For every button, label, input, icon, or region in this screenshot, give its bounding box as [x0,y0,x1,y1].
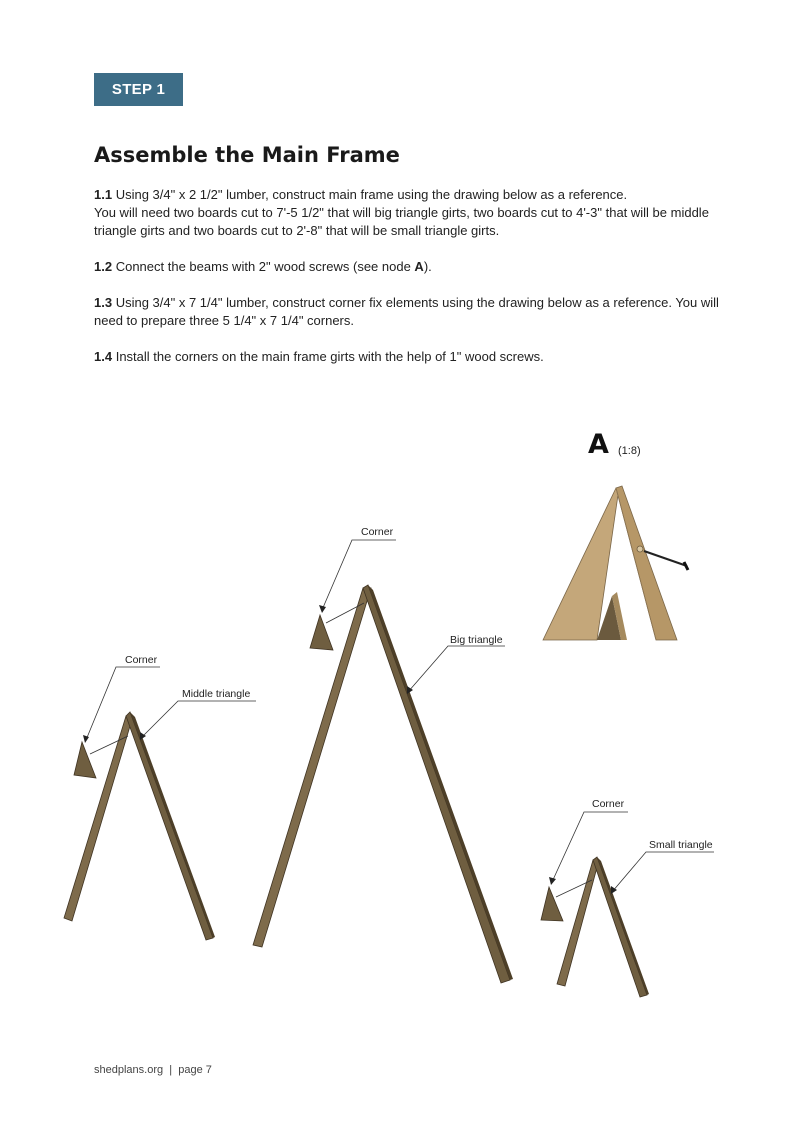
instruction-1-1: 1.1 Using 3/4" x 2 1/2" lumber, construct main frame using the drawing below as a reference. You will need two boards cut to 7'-5 1/2" that will big triangle girts, two boards cut to 4'-3" that will be middle triangle girts and two boards cut to 2'-8" that will be small triangle girts. [94,187,709,238]
step-number: 1.2 [94,259,113,274]
footer-site: shedplans.org [94,1064,164,1076]
small-corner-piece [541,887,563,921]
label-corner-middle: Corner [125,654,158,666]
step-number: 1.4 [94,349,113,364]
label-corner-small: Corner [592,798,625,810]
label-middle-triangle: Middle triangle [182,688,251,700]
node-reference: A [414,259,424,274]
small-triangle-frame [557,857,649,997]
footer-page-number: page 7 [178,1064,212,1076]
label-big-triangle: Big triangle [450,634,503,646]
node-a-detail [543,486,688,640]
node-a-label: A [588,429,609,460]
big-corner-piece [310,615,333,650]
page-footer [94,1064,212,1076]
footer-separator: | [169,1064,173,1076]
page-title: Assemble the Main Frame [94,143,400,167]
label-small-triangle: Small triangle [649,839,713,851]
label-corner-big: Corner [361,526,394,538]
node-a-scale: (1:8) [618,445,641,457]
instruction-1-3: 1.3 Using 3/4" x 7 1/4" lumber, construct corner fix elements using the drawing below as a reference. You will need to prepare three 5 1/4" x 7 1/4" corners. [94,295,719,328]
middle-triangle-frame [64,712,215,940]
step-number: 1.1 [94,187,113,202]
step-number: 1.3 [94,295,113,310]
middle-corner-piece [74,742,96,778]
instruction-1-4: 1.4 Install the corners on the main frame girts with the help of 1" wood screws. [94,349,544,364]
instruction-1-2: 1.2 Connect the beams with 2" wood screws (see node A). [94,259,432,274]
step-badge: STEP 1 [94,73,183,106]
